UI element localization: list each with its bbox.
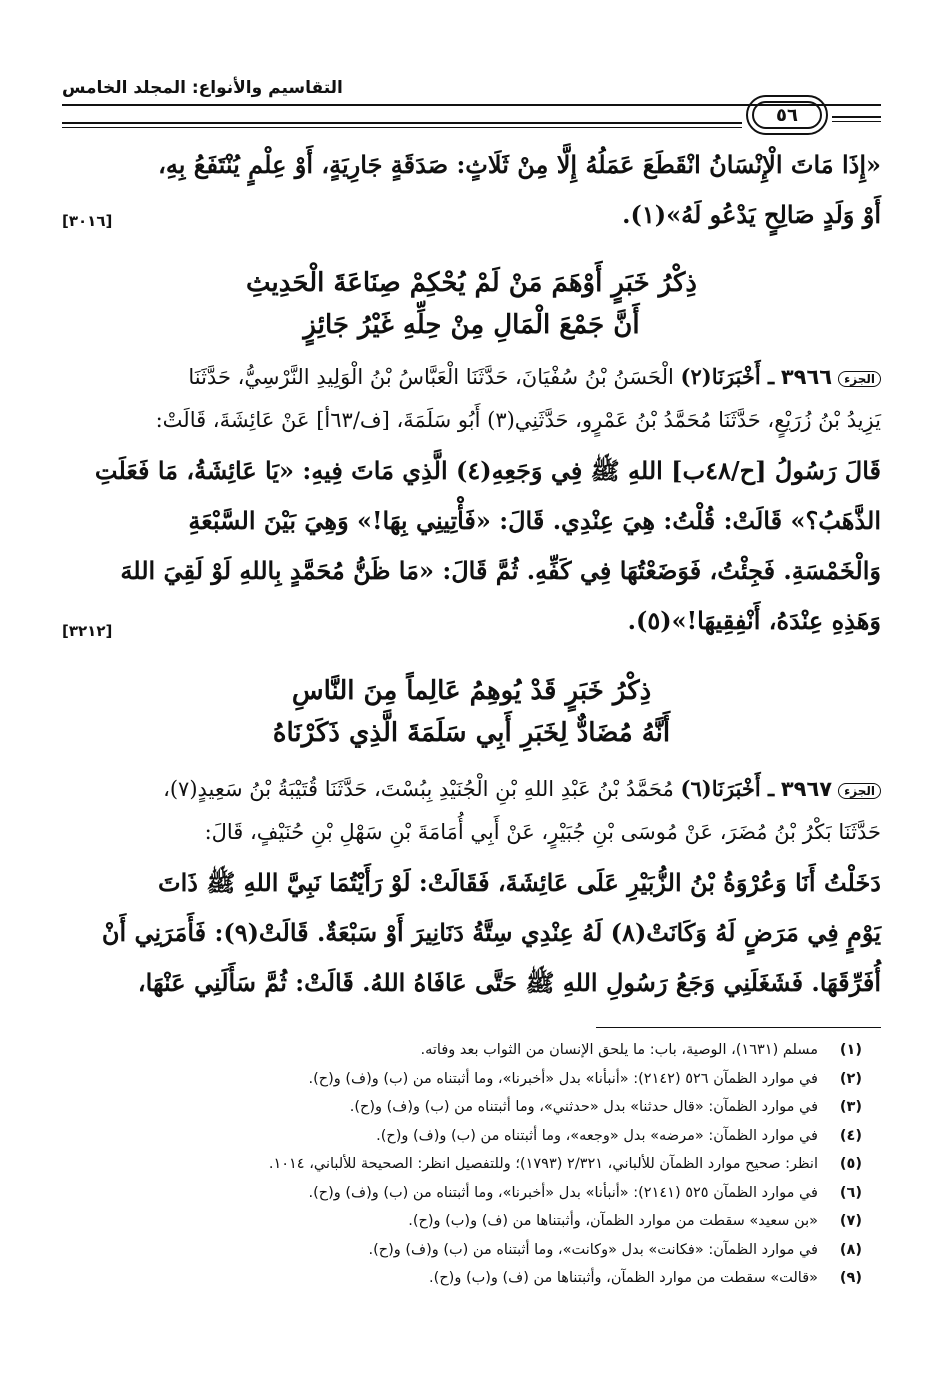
hadith-reference: [٣٠١٦] xyxy=(62,212,113,230)
footnote-text: «بن سعيد» سقطت من موارد الظمآن، وأثبتناها من (ف) و(ب) و(ح). xyxy=(408,1213,818,1229)
footnote-text: في موارد الظمآن ٥٢٦ (٢١٤٢): «أنبأنا» بدل «أخبرنا»، وما أثبتناه من (ب) و(ف) و(ح). xyxy=(308,1070,818,1087)
running-title: التقاسيم والأنواع: المجلد الخامس xyxy=(62,78,343,98)
footnote xyxy=(62,1071,862,1087)
footnote xyxy=(62,1185,862,1201)
isnad-text: مُحَمَّدُ بْنُ عَبْدِ اللهِ بْنِ الْجُنَيْدِ بِبُسْتَ، حَدَّثَنَا قُتَيْبَةُ بْنُ سَعِيدٍ(٧)، xyxy=(163,777,674,801)
footnote-text: مسلم (١٦٣١)، الوصية، باب: ما يلحق الإنسان من الثواب بعد وفاته. xyxy=(420,1042,818,1058)
text-line: وَهَذِهِ عِنْدَهُ، أَنْفِقِيهَا!»(٥). xyxy=(627,606,881,635)
footnote xyxy=(62,1156,862,1172)
footnote-number: (٣) xyxy=(839,1099,862,1115)
footnote-number: (٧) xyxy=(839,1213,862,1229)
text-line: يَزِيدُ بْنُ زُرَيْعٍ، حَدَّثَنَا مُحَمَّدُ بْنُ عَمْرٍو، حَدَّثَنِي(٣) أَبُو سَلَمَةَ، [ف/٦٣أ] عَنْ عَائِشَةَ، قَالَتْ: xyxy=(155,408,881,432)
footnote-text: في موارد الظمآن ٥٢٥ (٢١٤١): «أنبأنا» بدل «أخبرنا»، وما أثبتناه من (ب) و(ف) و(ح). xyxy=(308,1184,818,1201)
footnote-number: (٩) xyxy=(839,1270,862,1286)
footnote-text: «قالت» سقطت من موارد الظمآن، وأثبتناها من (ف) و(ب) و(ح). xyxy=(429,1270,818,1286)
footnote xyxy=(62,1242,862,1258)
hadith-reference: [٣٢١٢] xyxy=(62,622,113,640)
text-line: دَخَلْتُ أَنَا وَعُرْوَةُ بْنُ الزُّبَيْرِ عَلَى عَائِشَةَ، فَقَالَتْ: لَوْ رَأَيْتُمَا نَبِيَّ اللهِ ﷺ ذَاتَ xyxy=(158,868,881,897)
footnote xyxy=(62,1213,862,1229)
footnote-text: في موارد الظمآن: «مرضه» بدل «وجعه»، وما أثبتناه من (ب) و(ف) و(ح). xyxy=(376,1127,818,1144)
akhbarana: ـ أَخْبَرَنَا(٢) xyxy=(680,364,775,389)
header-rule-lower-thin xyxy=(62,127,742,128)
footnote-text: في موارد الظمآن: «قال حدثنا» بدل «حدثني»، وما أثبتناه من (ب) و(ف) و(ح). xyxy=(349,1099,818,1115)
text-line: أُفَرِّقَهَا. فَشَغَلَنِي وَجَعُ رَسُولِ اللهِ ﷺ حَتَّى عَافَاهُ اللهُ. قَالَتْ: ثُمَّ سَأَلَنِي عَنْهَا، xyxy=(137,968,881,997)
hadith-badge: الجزء xyxy=(838,371,881,387)
section-heading: أَنَّهُ مُضَادٌّ لِخَبَرِ أَبِي سَلَمَةَ الَّذِي ذَكَرْنَاهُ xyxy=(272,718,671,748)
text-line: حَدَّثَنَا بَكْرُ بْنُ مُضَرَ، عَنْ مُوسَى بْنِ جُبَيْرٍ، عَنْ أَبِي أُمَامَةَ بْنِ سَهْلِ بْنِ حُنَيْفٍ، قَالَ: xyxy=(204,820,881,844)
footnote-text: انظر: صحيح موارد الظمآن للألباني، ٢/٣٢١ (١٧٩٣)؛ وللتفصيل انظر: الصحيحة للألباني، ١٠١٤. xyxy=(268,1156,818,1172)
footnote-text: في موارد الظمآن: «فكانت» بدل «وكانت»، وما أثبتناه من (ب) و(ف) و(ح). xyxy=(368,1241,818,1258)
text-line: وَالْخَمْسَةِ. فَجِئْتُ، فَوَضَعْتُهَا فِي كَفِّهِ. ثُمَّ قَالَ: «مَا ظَنُّ مُحَمَّدٍ بِاللهِ لَوْ لَقِيَ اللهَ xyxy=(120,556,881,585)
hadith-opening-line xyxy=(62,776,881,801)
footnote-number: (٨) xyxy=(839,1241,862,1258)
hadith-number: ٣٩٦٦ xyxy=(780,365,833,389)
text-line: «إِذَا مَاتَ الْإِنْسَانُ انْقَطَعَ عَمَلُهُ إِلَّا مِنْ ثَلَاثٍ: صَدَقَةٍ جَارِيَةٍ، أَوْ عِلْمٍ يُنْتَفَعُ بِهِ، xyxy=(158,150,881,179)
footnote-rule xyxy=(596,1027,881,1028)
footnote xyxy=(62,1270,862,1286)
hadith-opening-line xyxy=(62,364,881,389)
section-heading: أَنَّ جَمْعَ الْمَالِ مِنْ حِلِّهِ غَيْرُ جَائِزٍ xyxy=(303,310,640,340)
page-number: ٥٦ xyxy=(752,101,822,129)
footnote-number: (٦) xyxy=(839,1184,862,1201)
text-line: الذَّهَبُ؟» قَالَتْ: قُلْتُ: هِيَ عِنْدِي. قَالَ: «فَأْتِينِي بِهَا!» وَهِيَ بَيْنَ السَّبْعَةِ xyxy=(188,506,881,535)
footnote-number: (٢) xyxy=(839,1070,862,1087)
akhbarana: ـ أَخْبَرَنَا(٦) xyxy=(680,776,775,801)
header-rule-lower xyxy=(62,122,742,124)
hadith-number: ٣٩٦٧ xyxy=(780,777,833,801)
page-number-frame xyxy=(746,95,828,135)
footnote xyxy=(62,1128,862,1144)
section-heading: ذِكْرُ خَبَرٍ أَوْهَمَ مَنْ لَمْ يُحْكِمْ صِنَاعَةَ الْحَدِيثِ xyxy=(246,268,697,298)
text-line: أَوْ وَلَدٍ صَالِحٍ يَدْعُو لَهُ»(١). xyxy=(622,200,881,229)
footnote-number: (٤) xyxy=(839,1127,862,1144)
text-line: قَالَ رَسُولُ [ح/٤٨ب] اللهِ ﷺ فِي وَجَعِهِ(٤) الَّذِي مَاتَ فِيهِ: «يَا عَائِشَةُ، مَا فَعَلَتِ xyxy=(94,456,881,485)
hadith-badge: الجزء xyxy=(838,783,881,799)
footnote xyxy=(62,1042,862,1058)
text-line: يَوْمٍ فِي مَرَضٍ لَهُ وَكَانَتْ(٨) لَهُ عِنْدِي سِتَّةُ دَنَانِيرَ أَوْ سَبْعَةٌ. قَالَتْ(٩): فَأَمَرَنِي أَنْ xyxy=(101,918,881,947)
header-rule-right-thin xyxy=(832,121,881,122)
section-heading: ذِكْرُ خَبَرٍ قَدْ يُوهِمُ عَالِماً مِنَ النَّاسِ xyxy=(291,676,652,706)
footnote xyxy=(62,1099,862,1115)
footnote-number: (١) xyxy=(839,1042,862,1058)
header-rule-right xyxy=(832,116,881,118)
footnote-number: (٥) xyxy=(839,1156,862,1172)
isnad-text: الْحَسَنُ بْنُ سُفْيَانَ، حَدَّثَنَا الْعَبَّاسُ بْنُ الْوَلِيدِ النَّرْسِيُّ، حَدَّثَنَا xyxy=(188,365,674,389)
